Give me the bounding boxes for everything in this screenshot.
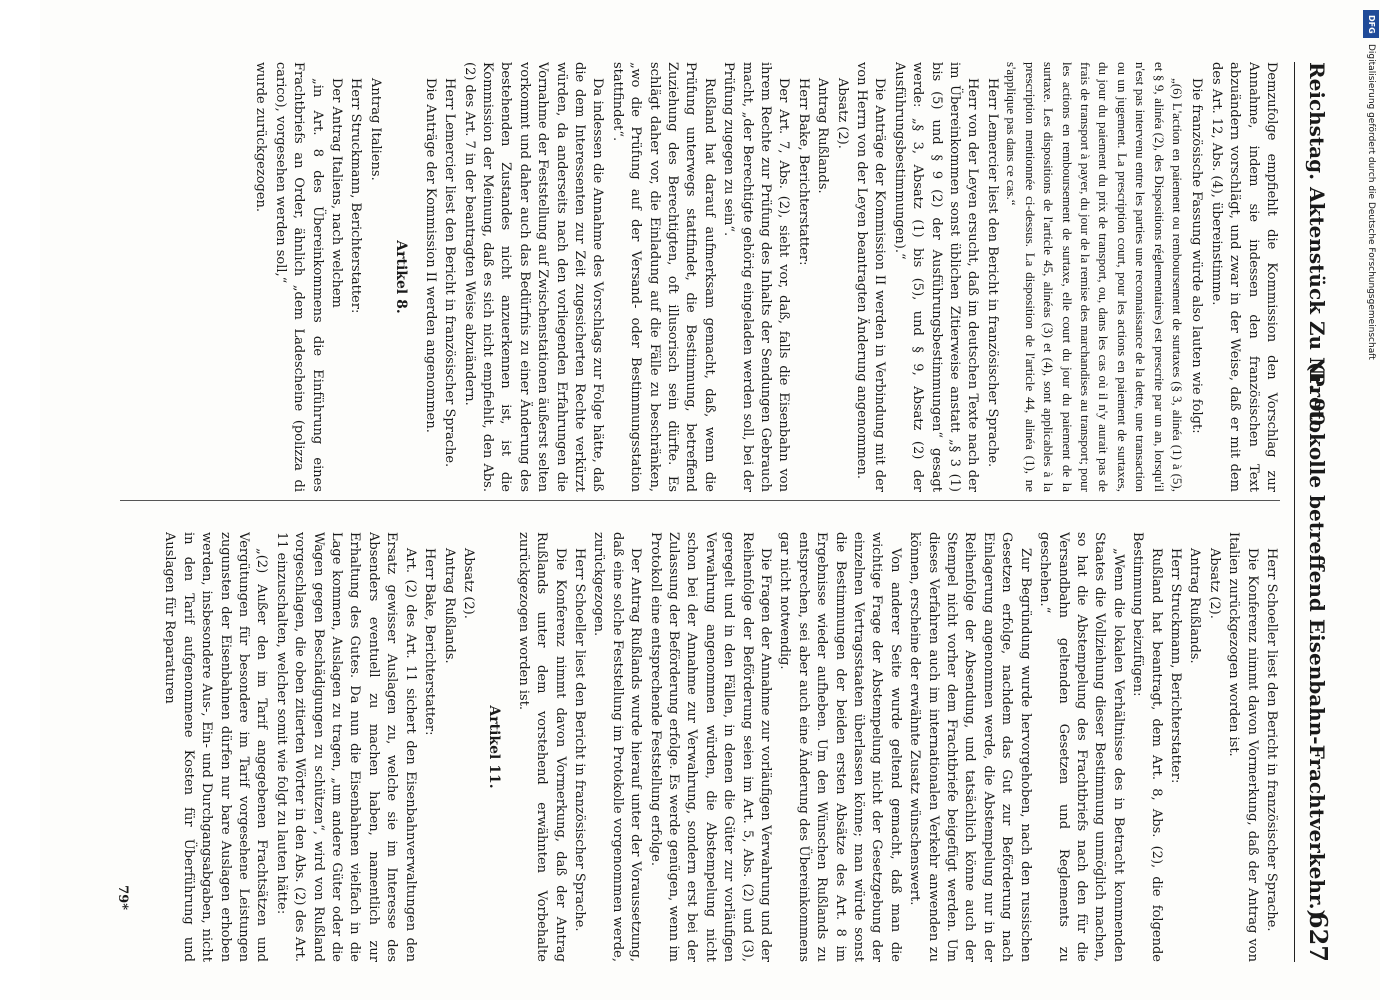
paragraph: Die Konferenz nimmt davon Vormerkung, daß der Antrag von Italien zurückgezogen worden ist. [1226, 532, 1260, 962]
speaker: Herr Struckmann, Berichterstatter: [348, 78, 364, 314]
paragraph: Die Konferenz nimmt davon Vormerkung, daß der Antrag Rußlands unter dem vorstehend erwähnten Vorbehalte zurückgezogen worden ist. [515, 532, 568, 962]
paragraph: „(2) Außer den im Tarif angegebenen Frachtsätzen und Vergütungen für besondere im Tarif vorgesehene Leistungen zugunsten der Eisenbahnen dürfen nur bare Auslagen erhoben werden, insbesondere Aus-, Ein- und Durchgangsabgaben, nicht in den Tarif aufgenommene Kosten für Überführung und Auslagen für Reparaturen [162, 532, 270, 962]
page-header [1294, 62, 1335, 962]
paragraph: Art. (2) des Art. 11 sichert den Eisenbahnverwaltungen den Ersatz gewisser Auslagen zu, welche sie im Interesse des Absenders eventuell zu machen haben, namentlich zur Erhaltung des Gutes. Da nun die Eisenbahnen vielfach in die Lage kommen, Auslagen zu tragen, „um andere Güter oder die Wagen gegen Beschädigungen zu schützen“, wird von Rußland vorgeschlagen, die oben zitierten Wörter in den Abs. (2) des Art. 11 einzuschalten, welcher somit wie folgt zu lauten hätte: [273, 532, 418, 962]
paragraph: Die französische Fassung würde also lauten wie folgt: [1189, 78, 1205, 434]
subheading: Absatz (2). [460, 548, 476, 619]
paragraph: Von anderer Seite wurde geltend gemacht, daß man die wichtige Frage der Abstempelung nicht der Gesetzgebung der einzelnen Vertragsstaaten überlassen könne; man würde sonst die Bestimmungen der beiden ersten Absätze des Art. 8 im Ergebnisse wieder aufheben. Um den Wünschen Rußlands zu entsprechen, sei aber auch eine Änderung des Übereinkommens gar nicht notwendig. [777, 532, 903, 962]
digitization-notice-text: Digitalisierung gefördert durch die Deutsche Forschungsgemeinschaft [1366, 44, 1376, 360]
left-column [100, 62, 1280, 492]
speaker: Herr Bake, Berichterstatter: [795, 78, 811, 266]
paragraph: Demzufolge empfiehlt die Kommission den Vorschlag zur Annahme, indem sie indessen den französischen Text abzuändern vorschlägt, und zwar in der Weise, daß er mit dem des Art. 12, Abs. (4), übereinstimme. [1208, 62, 1279, 492]
paragraph-french: „(6) L'action en paiement ou remboursement de surtaxes (§ 3, alinéa (1) à (5), et § 9, alinéa (2), des Dispositions réglementaires) est prescrite par un an, lorsqu'il n'est pas intervenu entre les parties une reconnaissance de la dette, une transaction ou un jugement. La prescription court, pour les actions en paiement de surtaxes, du jour du paiement du prix de transport, ou, dans les cas où il n'y aurait pas de frais de transport à payer, du jour de la remise des marchandises au transport; pour les actions en remboursement de surtaxe, elle court du jour du paiement de la surtaxe. Les dispositions de l'article 45, alinéas (3) et (4), sont applicables à la prescription mentionnée ci-dessus. La disposition de l'article 44, alinéa (1), ne s'applique pas dans ce cas.“ [1004, 62, 1185, 492]
paragraph: Rußland hat beantragt, dem Art. 8, Abs. (2), die folgende Bestimmung beizufügen: [1130, 532, 1164, 962]
article-heading: Artikel 11. [486, 705, 503, 789]
document-page [40, 0, 1380, 1000]
paragraph: Herr Lemercier liest den Bericht in französischer Sprache. [442, 78, 458, 468]
paragraph: „in Art. 8 des Übereinkommens die Einführung eines Frachtbriefs an Order, ähnlich „dem Ladescheine (polizza di carico), vorgesehen werden soll,“ [272, 62, 325, 492]
speaker: Herr Struckmann, Berichterstatter: [1167, 548, 1183, 784]
signature-mark: 79* [115, 885, 130, 910]
subheading: Antrag Rußlands. [1187, 548, 1203, 664]
subheading: Antrag Rußlands. [815, 78, 831, 194]
subheading: Absatz (2). [1206, 548, 1222, 619]
paragraph: „Wenn die lokalen Verhältnisse des in Betracht kommenden Staates die Vollziehung dieser Bestimmung unmöglich machen, so hat die Abstempelung des Frachtbriefs nach den für die Versandbahn geltenden Gesetzen und Reglements zu geschehen.“ [1037, 532, 1126, 962]
speaker: Herr Bake, Berichterstatter: [422, 548, 438, 736]
paragraph: Der Antrag Italiens, nach welchem [329, 78, 345, 308]
paragraph: Die Anträge der Kommission II werden in Verbindung mit der von Herrn von der Leyen beantragten Änderung angenommen. [854, 62, 888, 492]
digitization-notice [1361, 10, 1381, 700]
column-divider [120, 500, 1280, 501]
subheading: Antrag Rußlands. [441, 548, 457, 664]
paragraph: wurde zurückgezogen. [253, 62, 269, 213]
header-center: (Protokolle betreffend Eisenbahn-Frachtverkehr.) [1305, 362, 1329, 920]
right-column [100, 532, 1280, 962]
paragraph: Rußland hat darauf aufmerksam gemacht, daß, wenn die Prüfung unterwegs stattfindet, die Bestimmung, betreffend Zuziehung des Berechtigten, oft illusorisch sein dürfte. Es schlägt daher vor, die Einladung auf die Fälle zu beschränken, „wo die Prüfung auf der Versand- oder Bestimmungsstation stattfindet“. [609, 62, 717, 492]
paragraph: Die Fragen der Annahme zur vorläufigen Verwahrung und der Reihenfolge der Beförderung seien im Art. 5, Abs. (2) und (3), geregelt und in den Fällen, in denen die Güter zur vorläufigen Verwahrung angenommen würden, die Abstempelung nicht schon bei der Annahme zur Verwahrung, sondern erst bei der Zulassung der Beförderung erfolge. Es werde genügen, wenn im Protokoll eine entsprechende Feststellung erfolge. [647, 532, 774, 962]
paragraph: Da indessen die Annahme des Vorschlags zur Folge hätte, daß die dem Interessenten zur Zeit zugesicherten Rechte verkürzt würden, da anderseits nach den vorliegenden Erfahrungen die Vornahme der Feststellung auf Zwischenstationen äußerst selten vorkommt und daher auch das Bedürfnis zu einer Änderung des bestehenden Zustandes nicht anzuerkennen ist, ist die Kommission der Meinung, daß es sich nicht empfiehlt, den Abs. (2) des Art. 7 in der beantragten Weise abzuändern. [461, 62, 606, 492]
header-left: Reichstag. Aktenstück Zu Nr. 90. [1305, 62, 1329, 433]
dfg-logo: DFG [1363, 10, 1379, 38]
paragraph: Herr von der Leyen ersucht, daß im deutschen Texte nach der im Übereinkommen sonst üblichen Zitierweise anstatt „§ 3 (1) bis (5) und § 9 (2) der Ausführungsbestimmungen“ gesagt werde: „§ 3, Absatz (1) bis (5), und § 9, Absatz (2) der Ausführungsbestimmungen).“ [891, 62, 981, 492]
subheading: Antrag Italiens. [367, 78, 383, 181]
article-heading: Artikel 8. [393, 240, 410, 314]
paragraph: Herr Lemercier liest den Bericht in französischer Sprache. [984, 78, 1000, 468]
paragraph: Der Antrag Rußlands wurde hierauf unter der Voraussetzung, daß eine solche Feststellung im Protokolle vorgenommen werde, zurückgezogen. [591, 532, 644, 962]
paragraph: Die Anträge der Kommission II werden angenommen. [422, 78, 438, 433]
paragraph: Herr Schoeller liest den Bericht in französischer Sprache. [571, 548, 587, 932]
paragraph: Der Art. 7, Abs. (2), sieht vor, daß, falls die Eisenbahn von ihrem Rechte zur Prüfung des Inhalts der Sendungen Gebrauch macht, „der Berechtigte gehörig eingeladen werden soll, bei der Prüfung zugegen zu sein“. [721, 62, 792, 492]
paragraph: Herr Schoeller liest den Bericht in französischer Sprache. [1264, 548, 1279, 932]
subheading: Absatz (2). [834, 78, 850, 149]
paragraph: Zur Begründung wurde hervorgehoben, nach den russischen Gesetzen erfolge, nachdem das Gut zur Beförderung nach Einlagerung angenommen werde, die Abstempelung nur in der Reihenfolge der Absendung, und tatsächlich könne auch der Stempel nicht vorher dem Frachtbriefe beigefügt werden. Um dieses Verfahren auch im internationalen Verkehr anwenden zu können, erscheine der erwähnte Zusatz wünschenswert. [907, 532, 1033, 962]
page-number: 627 [1304, 911, 1333, 962]
